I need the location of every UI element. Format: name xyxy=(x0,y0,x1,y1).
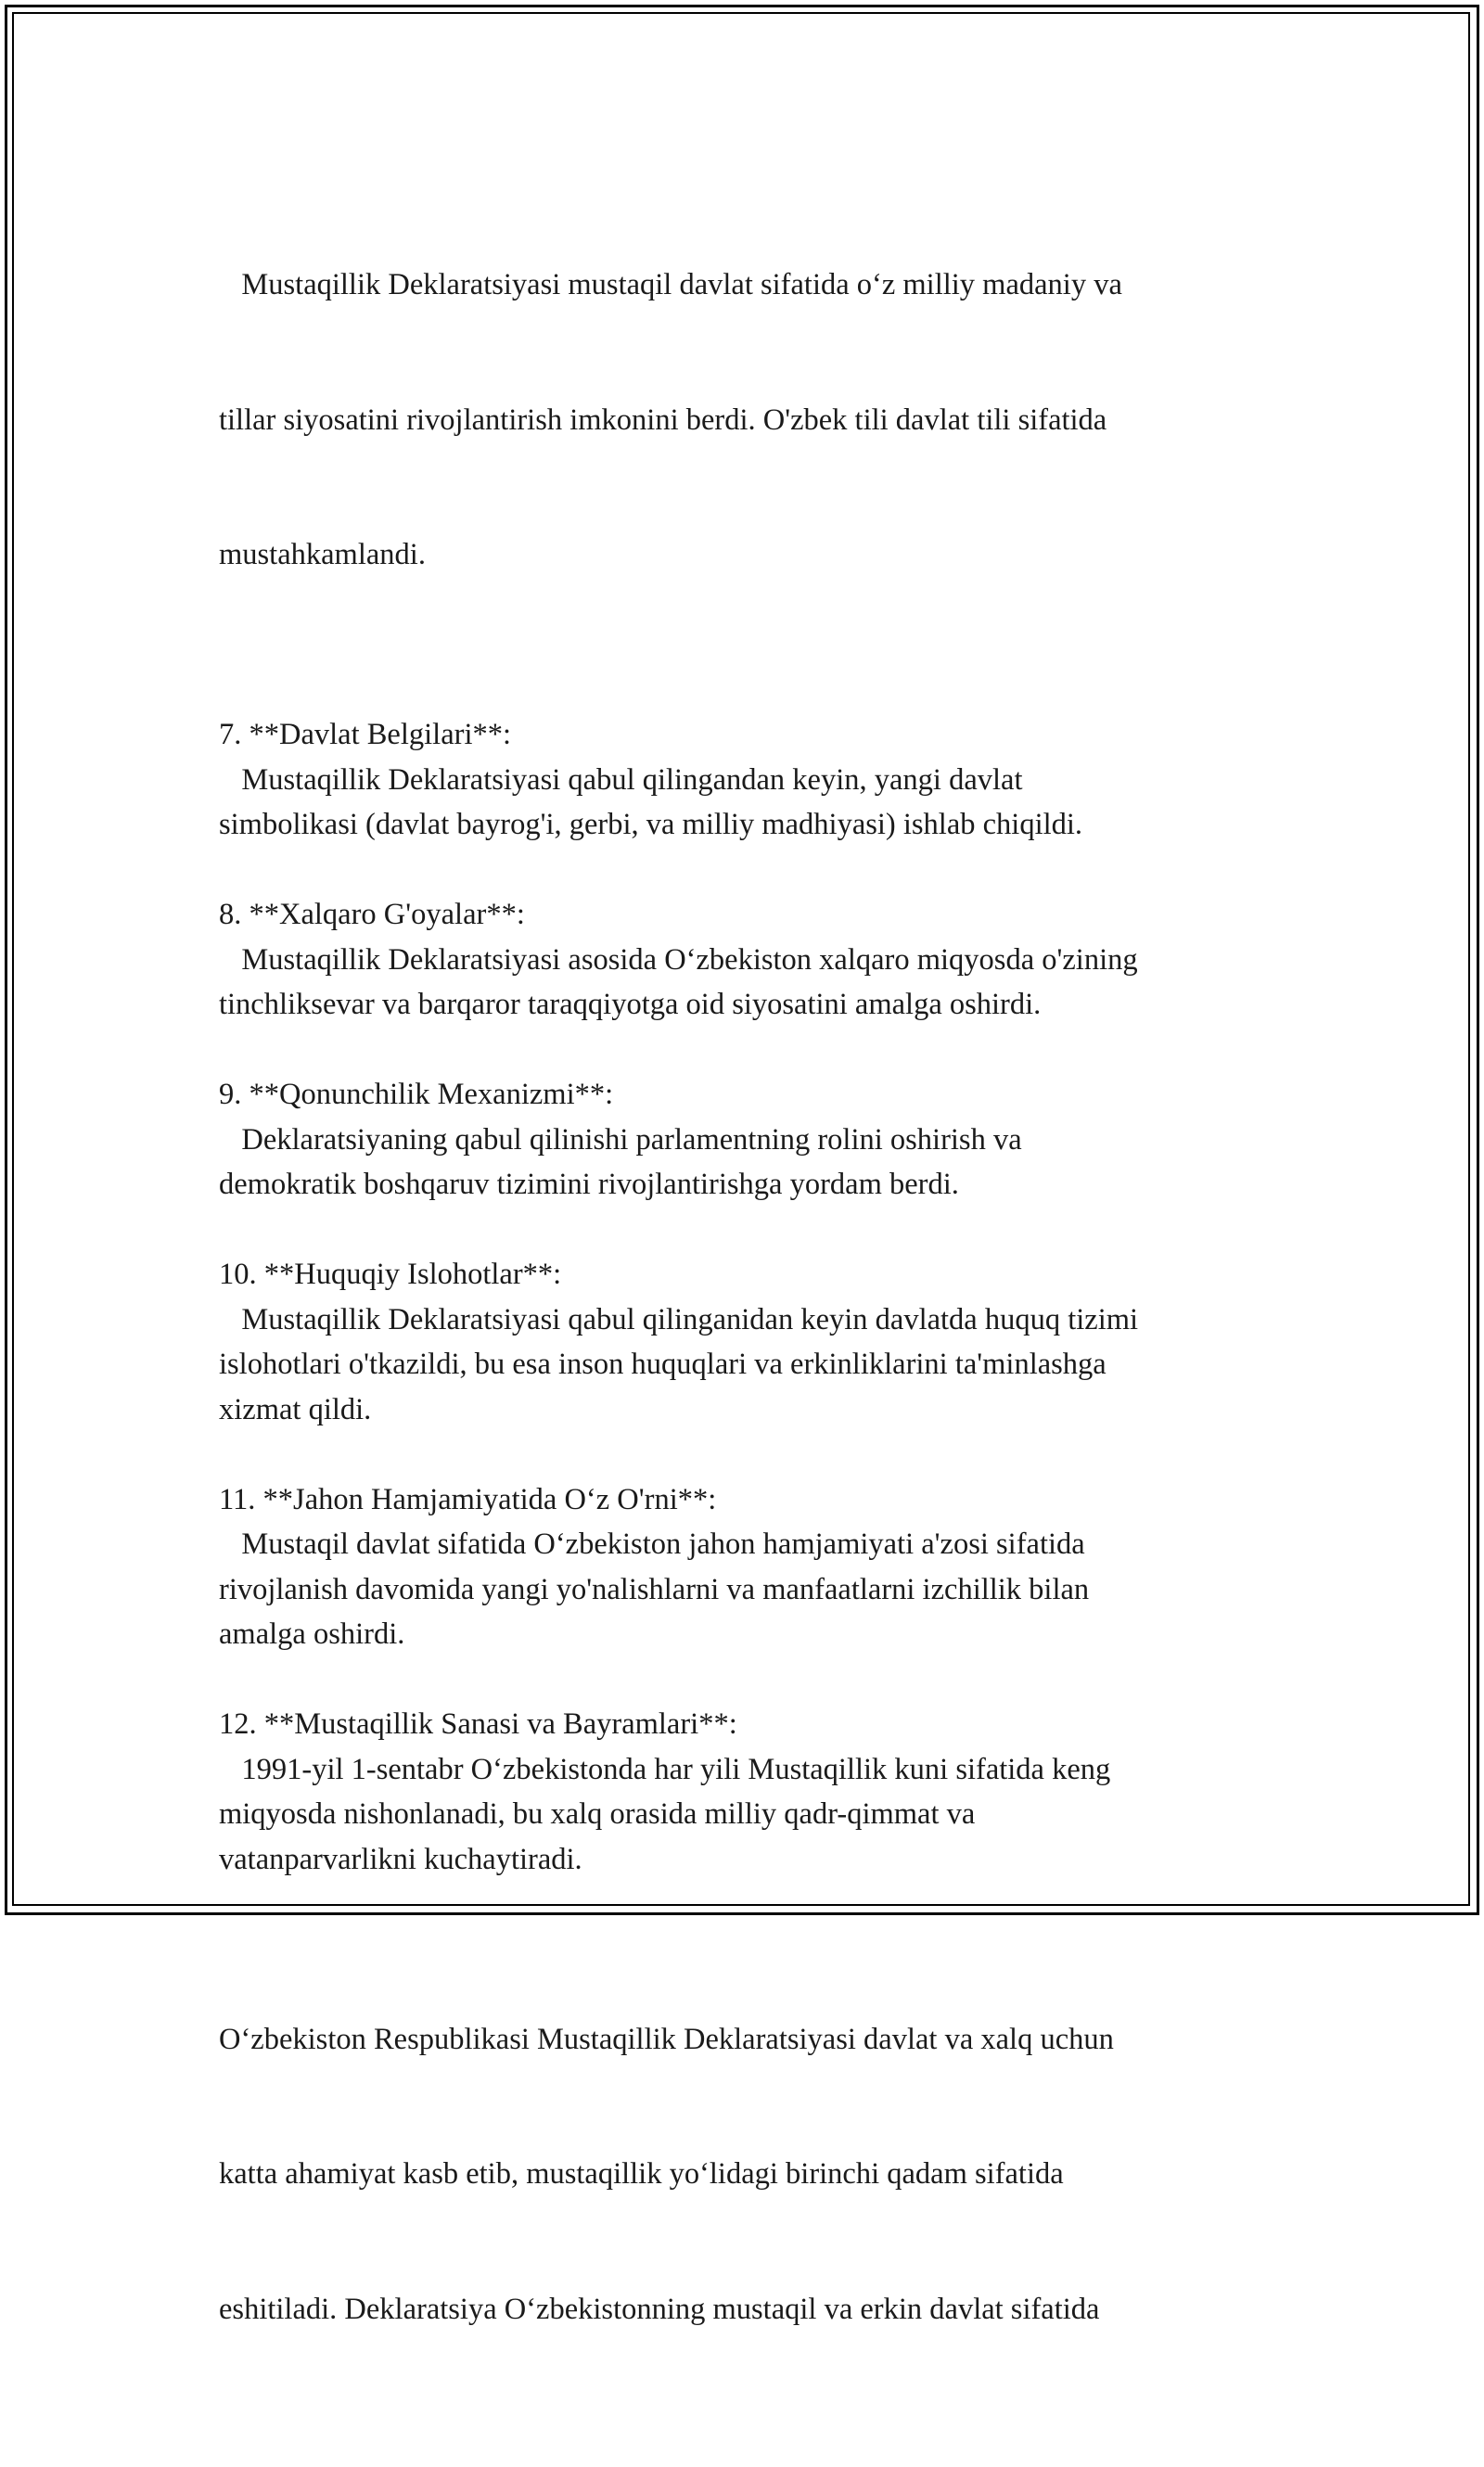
text-line: 1991-yil 1-sentabr O‘zbekistonda har yili Mustaqillik kuni sifatida keng xyxy=(219,1752,1111,1786)
text-line: Mustaqil davlat sifatida O‘zbekiston jahon hamjamiyati a'zosi sifatida xyxy=(219,1527,1085,1561)
section-heading: 10. **Huquqiy Islohotlar**: xyxy=(219,1258,562,1291)
text-line: Mustaqillik Deklaratsiyasi asosida O‘zbekiston xalqaro miqyosda o'zining xyxy=(219,942,1138,977)
intro-paragraph xyxy=(219,173,1267,668)
section-11 xyxy=(219,1477,1267,1657)
text-line: simbolikasi (davlat bayrog'i, gerbi, va milliy madhiyasi) ishlab chiqildi. xyxy=(219,808,1083,841)
section-heading: 7. **Davlat Belgilari**: xyxy=(219,718,512,751)
closing-paragraph xyxy=(219,1927,1267,2422)
text-line: katta ahamiyat kasb etib, mustaqillik yo‘lidagi birinchi qadam sifatida xyxy=(219,2157,1064,2191)
text-line: tillar siyosatini rivojlantirish imkonini berdi. O'zbek tili davlat tili sifatida xyxy=(219,403,1107,437)
text-line: miqyosda nishonlanadi, bu xalq orasida milliy qadr-qimmat va xyxy=(219,1797,976,1831)
text-line: Deklaratsiyaning qabul qilinishi parlamentning rolini oshirish va xyxy=(219,1122,1022,1157)
text-line: Mustaqillik Deklaratsiyasi mustaqil davlat sifatida o‘z milliy madaniy va xyxy=(219,268,1122,301)
section-8 xyxy=(219,892,1267,1028)
section-10 xyxy=(219,1252,1267,1432)
section-heading: 11. **Jahon Hamjamiyatida O‘z O'rni**: xyxy=(219,1482,717,1516)
section-9 xyxy=(219,1072,1267,1208)
text-line: islohotlari o'tkazildi, bu esa inson huquqlari va erkinliklarini ta'minlashga xyxy=(219,1348,1107,1381)
text-line: tinchliksevar va barqaror taraqqiyotga oid siyosatini amalga oshirdi. xyxy=(219,988,1042,1021)
text-line: Mustaqillik Deklaratsiyasi qabul qilingandan keyin, yangi davlat xyxy=(219,762,1023,797)
text-line: O‘zbekiston Respublikasi Mustaqillik Deklaratsiyasi davlat va xalq uchun xyxy=(219,2022,1114,2056)
text-line: demokratik boshqaruv tizimini rivojlantirishga yordam berdi. xyxy=(219,1168,959,1201)
text-line: rivojlanish davomida yangi yo'nalishlarni va manfaatlarni izchillik bilan xyxy=(219,1572,1090,1606)
text-line: Mustaqillik Deklaratsiyasi qabul qilinganidan keyin davlatda huquq tizimi xyxy=(219,1302,1139,1336)
document-body xyxy=(219,173,1267,2467)
text-line: eshitiladi. Deklaratsiya O‘zbekistonning mustaqil va erkin davlat sifatida xyxy=(219,2292,1100,2326)
text-line: vatanparvarlikni kuchaytiradi. xyxy=(219,1842,582,1876)
section-heading: 9. **Qonunchilik Mexanizmi**: xyxy=(219,1078,614,1111)
section-12 xyxy=(219,1702,1267,1882)
section-heading: 12. **Mustaqillik Sanasi va Bayramlari**: xyxy=(219,1707,737,1741)
text-line: mustahkamlandi. xyxy=(219,538,426,571)
section-7 xyxy=(219,712,1267,848)
section-heading: 8. **Xalqaro G'oyalar**: xyxy=(219,898,525,931)
text-line: xizmat qildi. xyxy=(219,1392,372,1426)
text-line: amalga oshirdi. xyxy=(219,1617,405,1651)
